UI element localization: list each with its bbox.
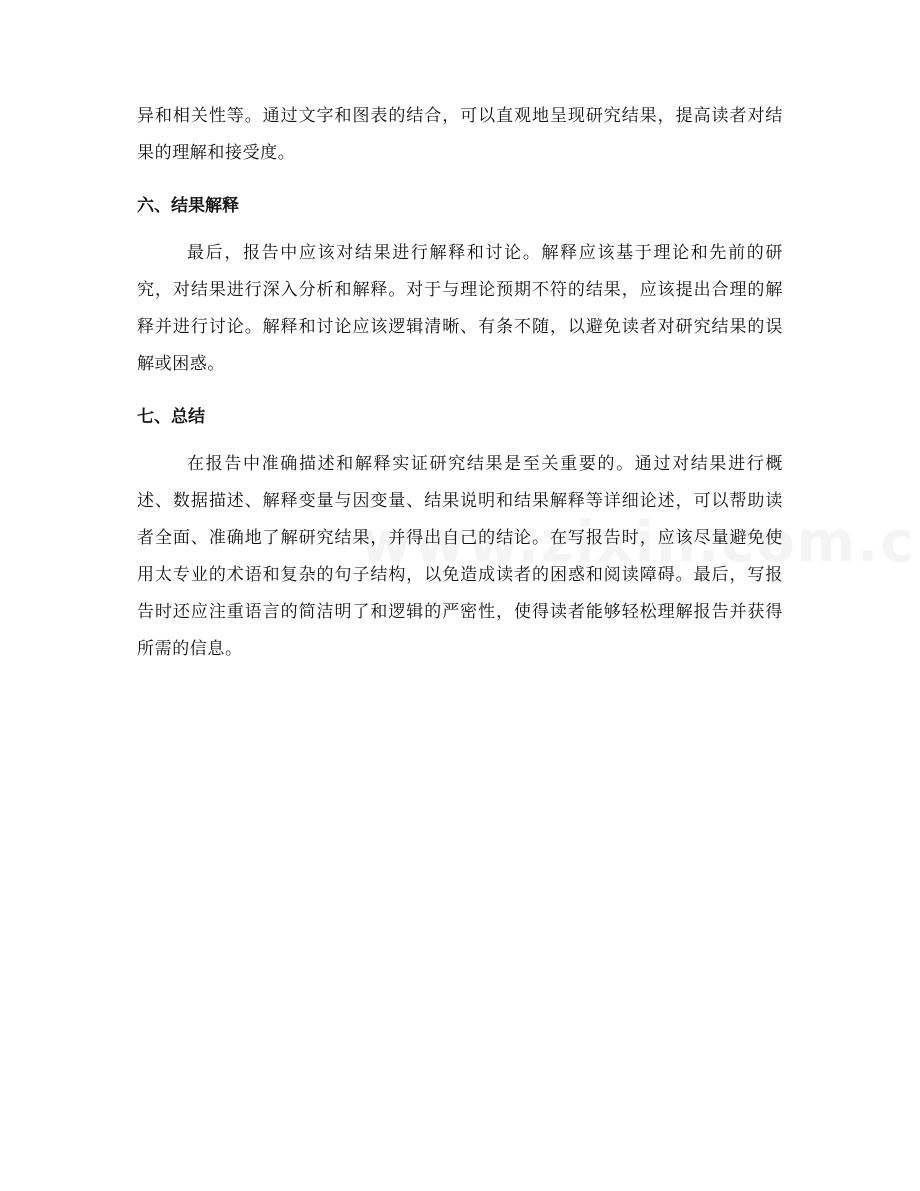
intro-paragraph: 异和相关性等。通过文字和图表的结合，可以直观地呈现研究结果，提高读者对结果的理解和接受度。 bbox=[137, 106, 783, 163]
section6-paragraph: 最后，报告中应该对结果进行解释和讨论。解释应该基于理论和先前的研究，对结果进行深入分析和解释。对于与理论预期不符的结果，应该提出合理的解释并进行讨论。解释和讨论应该逻辑清晰、有条不随，以避免读者对研究结果的误解或困惑。 bbox=[137, 243, 783, 374]
document-page bbox=[137, 98, 783, 668]
section7-heading: 七、总结 bbox=[137, 407, 205, 427]
section6-heading: 六、结果解释 bbox=[137, 196, 239, 216]
section7-paragraph: 在报告中准确描述和解释实证研究结果是至关重要的。通过对结果进行概述、数据描述、解释变量与因变量、结果说明和结果解释等详细论述，可以帮助读者全面、准确地了解研究结果，并得出自己的结论。在写报告时，应该尽量避免使用太专业的术语和复杂的句子结构，以免造成读者的困惑和阅读障碍。最后，写报告时还应注重语言的简洁明了和逻辑的严密性，使得读者能够轻松理解报告并获得所需的信息。 bbox=[137, 454, 783, 659]
